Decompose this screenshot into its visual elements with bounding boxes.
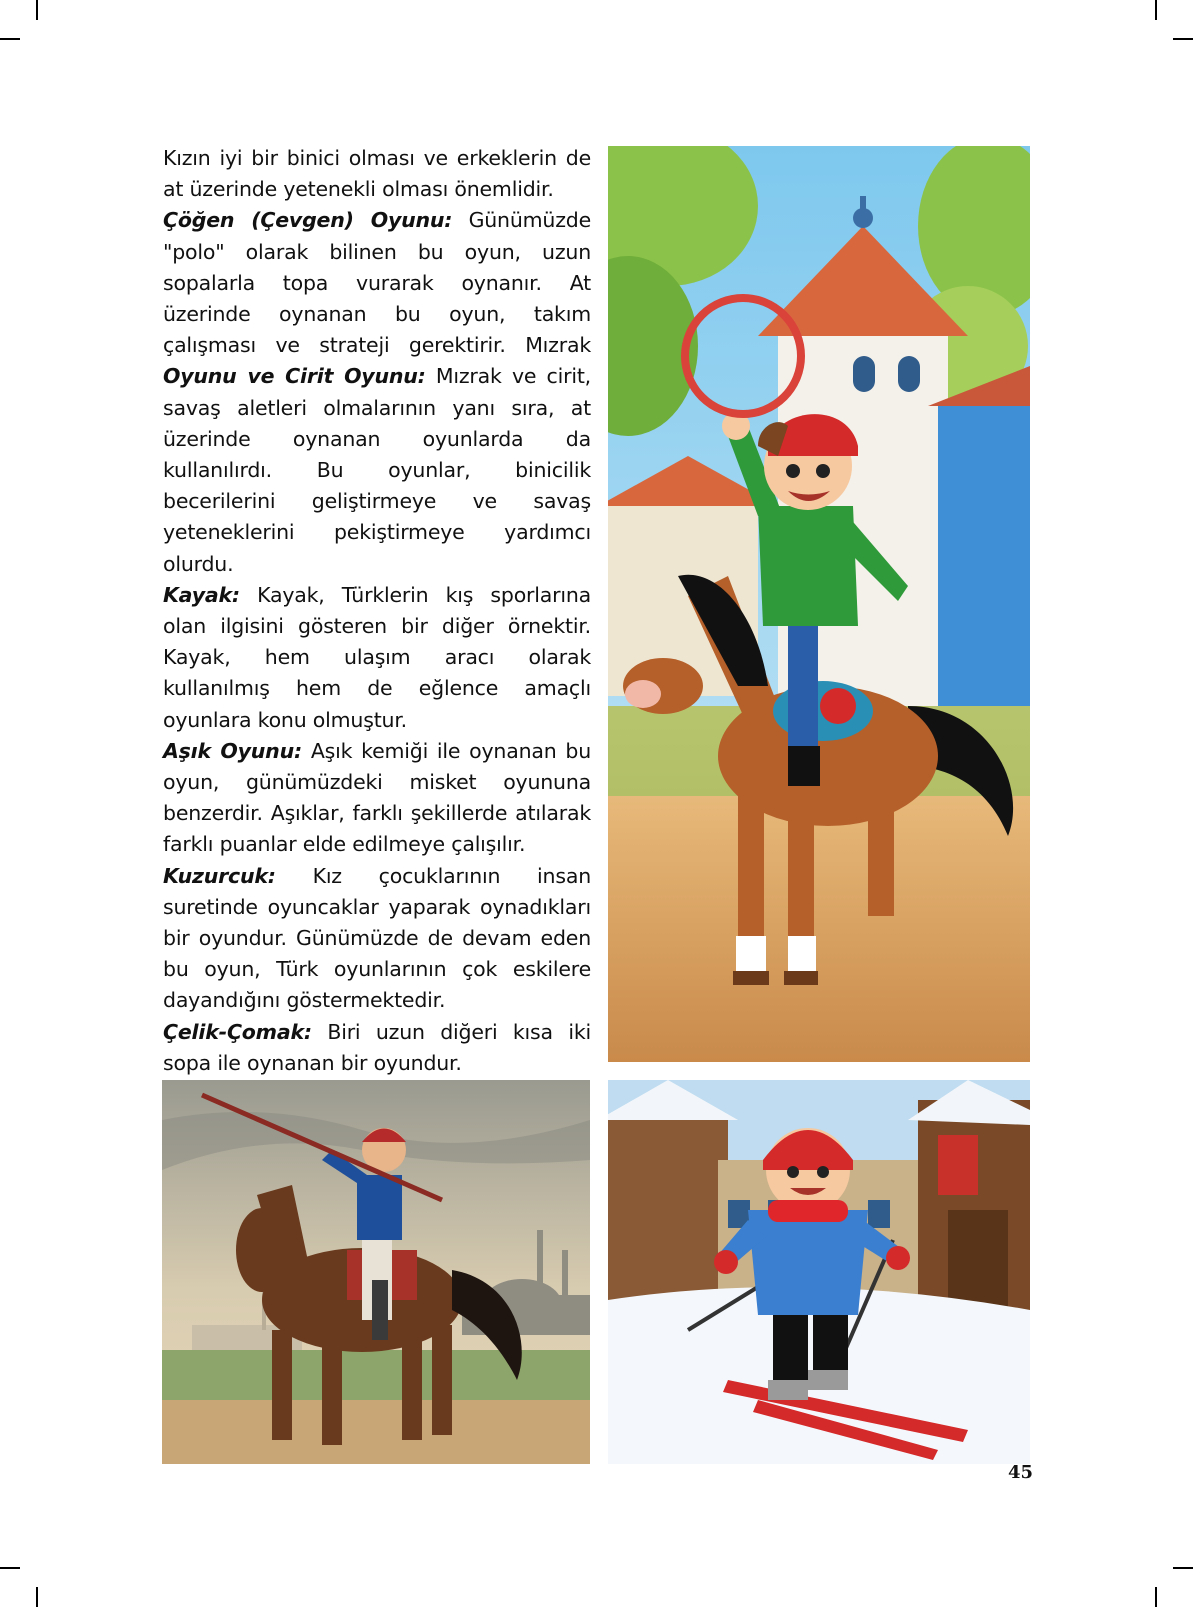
paragraph-text: Aşık kemiği ile oynanan bu oyun, günümüzdeki misket oyununa benzerdir. Aşıklar, farklı şekillerde atılarak farklı puanlar elde edilmeye çalışılır. xyxy=(163,738,591,857)
crop-mark xyxy=(1173,38,1193,40)
illustration-boy-skiing xyxy=(608,1080,1030,1464)
paragraph-text: Biri uzun diğeri kısa iki sopa ile oynanan bir oyundur. xyxy=(163,1019,591,1075)
term-label: Oyunu ve Cirit Oyunu: xyxy=(163,364,426,389)
paragraph-cogen xyxy=(163,205,591,579)
body-text xyxy=(163,143,591,1079)
crop-mark xyxy=(36,0,38,20)
crop-mark xyxy=(0,1567,20,1569)
illustration-boy-horse-ring xyxy=(608,146,1030,1062)
crop-mark xyxy=(36,1587,38,1607)
term-label: Aşık Oyunu: xyxy=(163,738,302,763)
crop-mark xyxy=(1173,1567,1193,1569)
paragraph-kuzurcuk xyxy=(163,861,591,1017)
paragraph-celik-comak xyxy=(163,1017,591,1079)
paragraph-intro xyxy=(163,143,591,205)
crop-mark xyxy=(1155,0,1157,20)
term-label: Kayak: xyxy=(163,582,240,607)
paragraph-text: Kızın iyi bir binici olması ve erkeklerin de at üzerinde yetenekli olması önemlidir. xyxy=(163,146,591,202)
crop-mark xyxy=(1155,1587,1157,1607)
paragraph-asik xyxy=(163,736,591,861)
page-number: 45 xyxy=(1008,1462,1034,1483)
illustration-boy-horse-spear xyxy=(162,1080,590,1464)
term-label: Kuzurcuk: xyxy=(163,863,276,888)
term-label: Çelik-Çomak: xyxy=(163,1019,312,1044)
crop-mark xyxy=(0,38,20,40)
paragraph-text: Kayak, Türklerin kış sporlarına olan ilgisini gösteren bir diğer örnektir. Kayak, hem ulaşım aracı olarak kullanılmış hem de eğlence amaçlı oyunlara konu olmuştur. xyxy=(163,582,591,732)
paragraph-text: Kız çocuklarının insan suretinde oyuncaklar yaparak oynadıkları bir oyundur. Günümüzde de devam eden bu oyun, Türk oyunlarının çok eskilere dayandığını göstermektedir. xyxy=(163,863,591,1013)
term-label: Çöğen (Çevgen) Oyunu: xyxy=(163,208,453,233)
paragraph-kayak xyxy=(163,580,591,736)
paragraph-text: Günümüzde "polo" olarak bilinen bu oyun, uzun sopalarla topa vurarak oynanır. At üzerinde oynanan bu oyun, takım çalışması ve strateji gerektirir. Mızrak xyxy=(163,208,591,358)
paragraph-text: Mızrak ve cirit, savaş aletleri olmalarının yanı sıra, at üzerinde oynanan oyunlarda da kullanılırdı. Bu oyunlar, binicilik becerilerini geliştirmeye ve savaş yeteneklerini pekiştirmeye yardımcı olurdu. xyxy=(163,364,591,576)
